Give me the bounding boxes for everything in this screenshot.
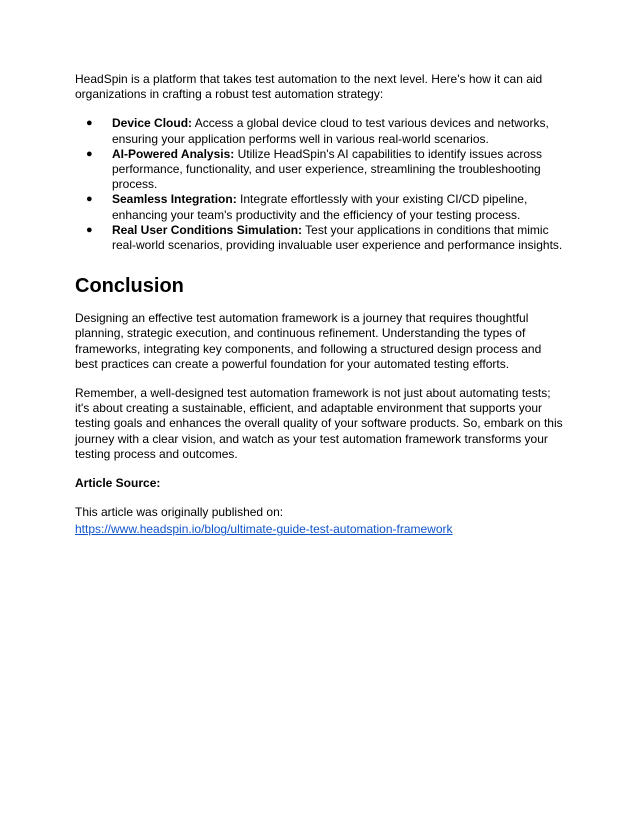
bullet-icon: ● [86, 117, 93, 130]
bullet-icon: ● [86, 223, 93, 236]
bullet-icon: ● [86, 193, 93, 206]
feature-text: Integrate effortlessly with your existing CI/CD pipeline, enhancing your team's productivity and the efficiency of your testing process. [112, 192, 528, 222]
intro-paragraph: HeadSpin is a platform that takes test automation to the next level. Here's how it can aid organizations in crafting a robust test automation strategy: [75, 72, 543, 102]
list-item [75, 223, 565, 253]
feature-title: Device Cloud: [112, 116, 193, 131]
list-item [75, 116, 565, 146]
feature-title: Seamless Integration: [112, 192, 237, 207]
source-link[interactable]: https://www.headspin.io/blog/ultimate-guide-test-automation-framework [75, 522, 453, 537]
feature-text: Access a global device cloud to test various devices and networks, ensuring your application performs well in various real-world scenarios. [112, 116, 549, 146]
feature-title: Real User Conditions Simulation: [112, 222, 303, 237]
source-text: This article was originally published on: [75, 505, 284, 520]
feature-list [75, 116, 565, 253]
document-page [75, 72, 565, 538]
feature-title: AI-Powered Analysis: [112, 146, 235, 161]
article-source-heading: Article Source: [75, 476, 161, 491]
list-item [75, 147, 565, 193]
conclusion-heading: Conclusion [75, 275, 184, 298]
conclusion-paragraph-2: Remember, a well-designed test automation framework is not just about automating tests; it's about creating a sustainable, efficient, and adaptable environment that supports your testing goals and enhances the overall quality of your software products. So, embark on this journey with a clear vision, and watch as your test automation framework transforms your testing process and outcomes. [75, 386, 563, 461]
conclusion-paragraph-1: Designing an effective test automation framework is a journey that requires thoughtful planning, strategic execution, and continuous refinement. Understanding the types of frameworks, integrating key components, and following a structured design process and best practices can create a powerful foundation for your automated testing efforts. [75, 311, 542, 371]
bullet-icon: ● [86, 147, 93, 160]
feature-text: Test your applications in conditions that mimic real-world scenarios, providing invaluable user experience and performance insights. [112, 222, 563, 253]
feature-text: Utilize HeadSpin's AI capabilities to identify issues across performance, functionality, and user experience, streamlining the troubleshooting process. [112, 146, 543, 192]
list-item [75, 192, 565, 222]
